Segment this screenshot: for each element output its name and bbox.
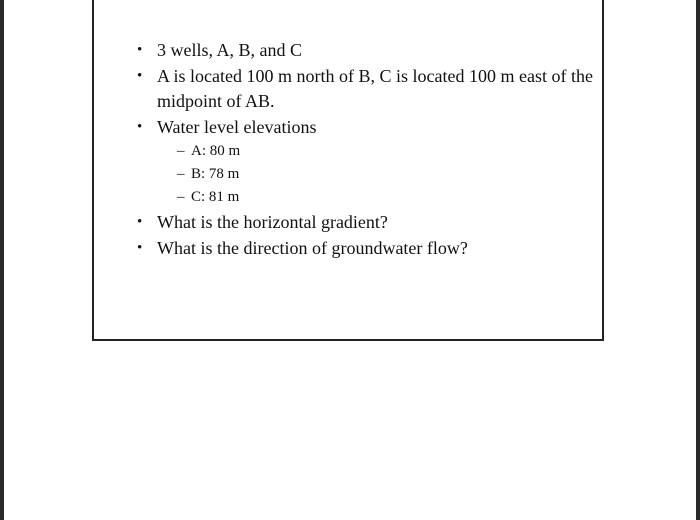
dash-icon: – <box>177 143 185 159</box>
dash-icon: – <box>177 189 185 205</box>
sub-item-c <box>177 186 597 209</box>
sub-item-text: C: 81 m <box>191 189 240 205</box>
bullet-icon: • <box>137 240 143 256</box>
bullet-list <box>137 38 597 261</box>
viewer-right-edge <box>696 0 700 520</box>
bullet-icon: • <box>137 68 143 84</box>
dash-icon: – <box>177 166 185 182</box>
sub-list <box>157 140 597 209</box>
viewer-left-edge <box>0 0 4 520</box>
bullet-item-gradient-question <box>137 210 597 235</box>
slide-content <box>137 38 597 262</box>
bullet-item-water-levels <box>137 115 597 209</box>
bullet-text: Water level elevations <box>157 117 317 137</box>
bullet-text: What is the horizontal gradient? <box>157 212 388 232</box>
sub-item-b <box>177 163 597 186</box>
bullet-icon: • <box>137 214 143 230</box>
sub-item-a <box>177 140 597 163</box>
bullet-item-location <box>137 64 597 114</box>
sub-item-text: B: 78 m <box>191 166 240 182</box>
bullet-text: 3 wells, A, B, and C <box>157 40 303 60</box>
bullet-text: What is the direction of groundwater flow? <box>157 238 468 258</box>
bullet-item-flow-question <box>137 236 597 261</box>
bullet-icon: • <box>137 42 143 58</box>
bullet-item-wells <box>137 38 597 63</box>
bullet-icon: • <box>137 119 143 135</box>
sub-item-text: A: 80 m <box>191 143 241 159</box>
bullet-text: A is located 100 m north of B, C is located 100 m east of the midpoint of AB. <box>157 66 593 111</box>
